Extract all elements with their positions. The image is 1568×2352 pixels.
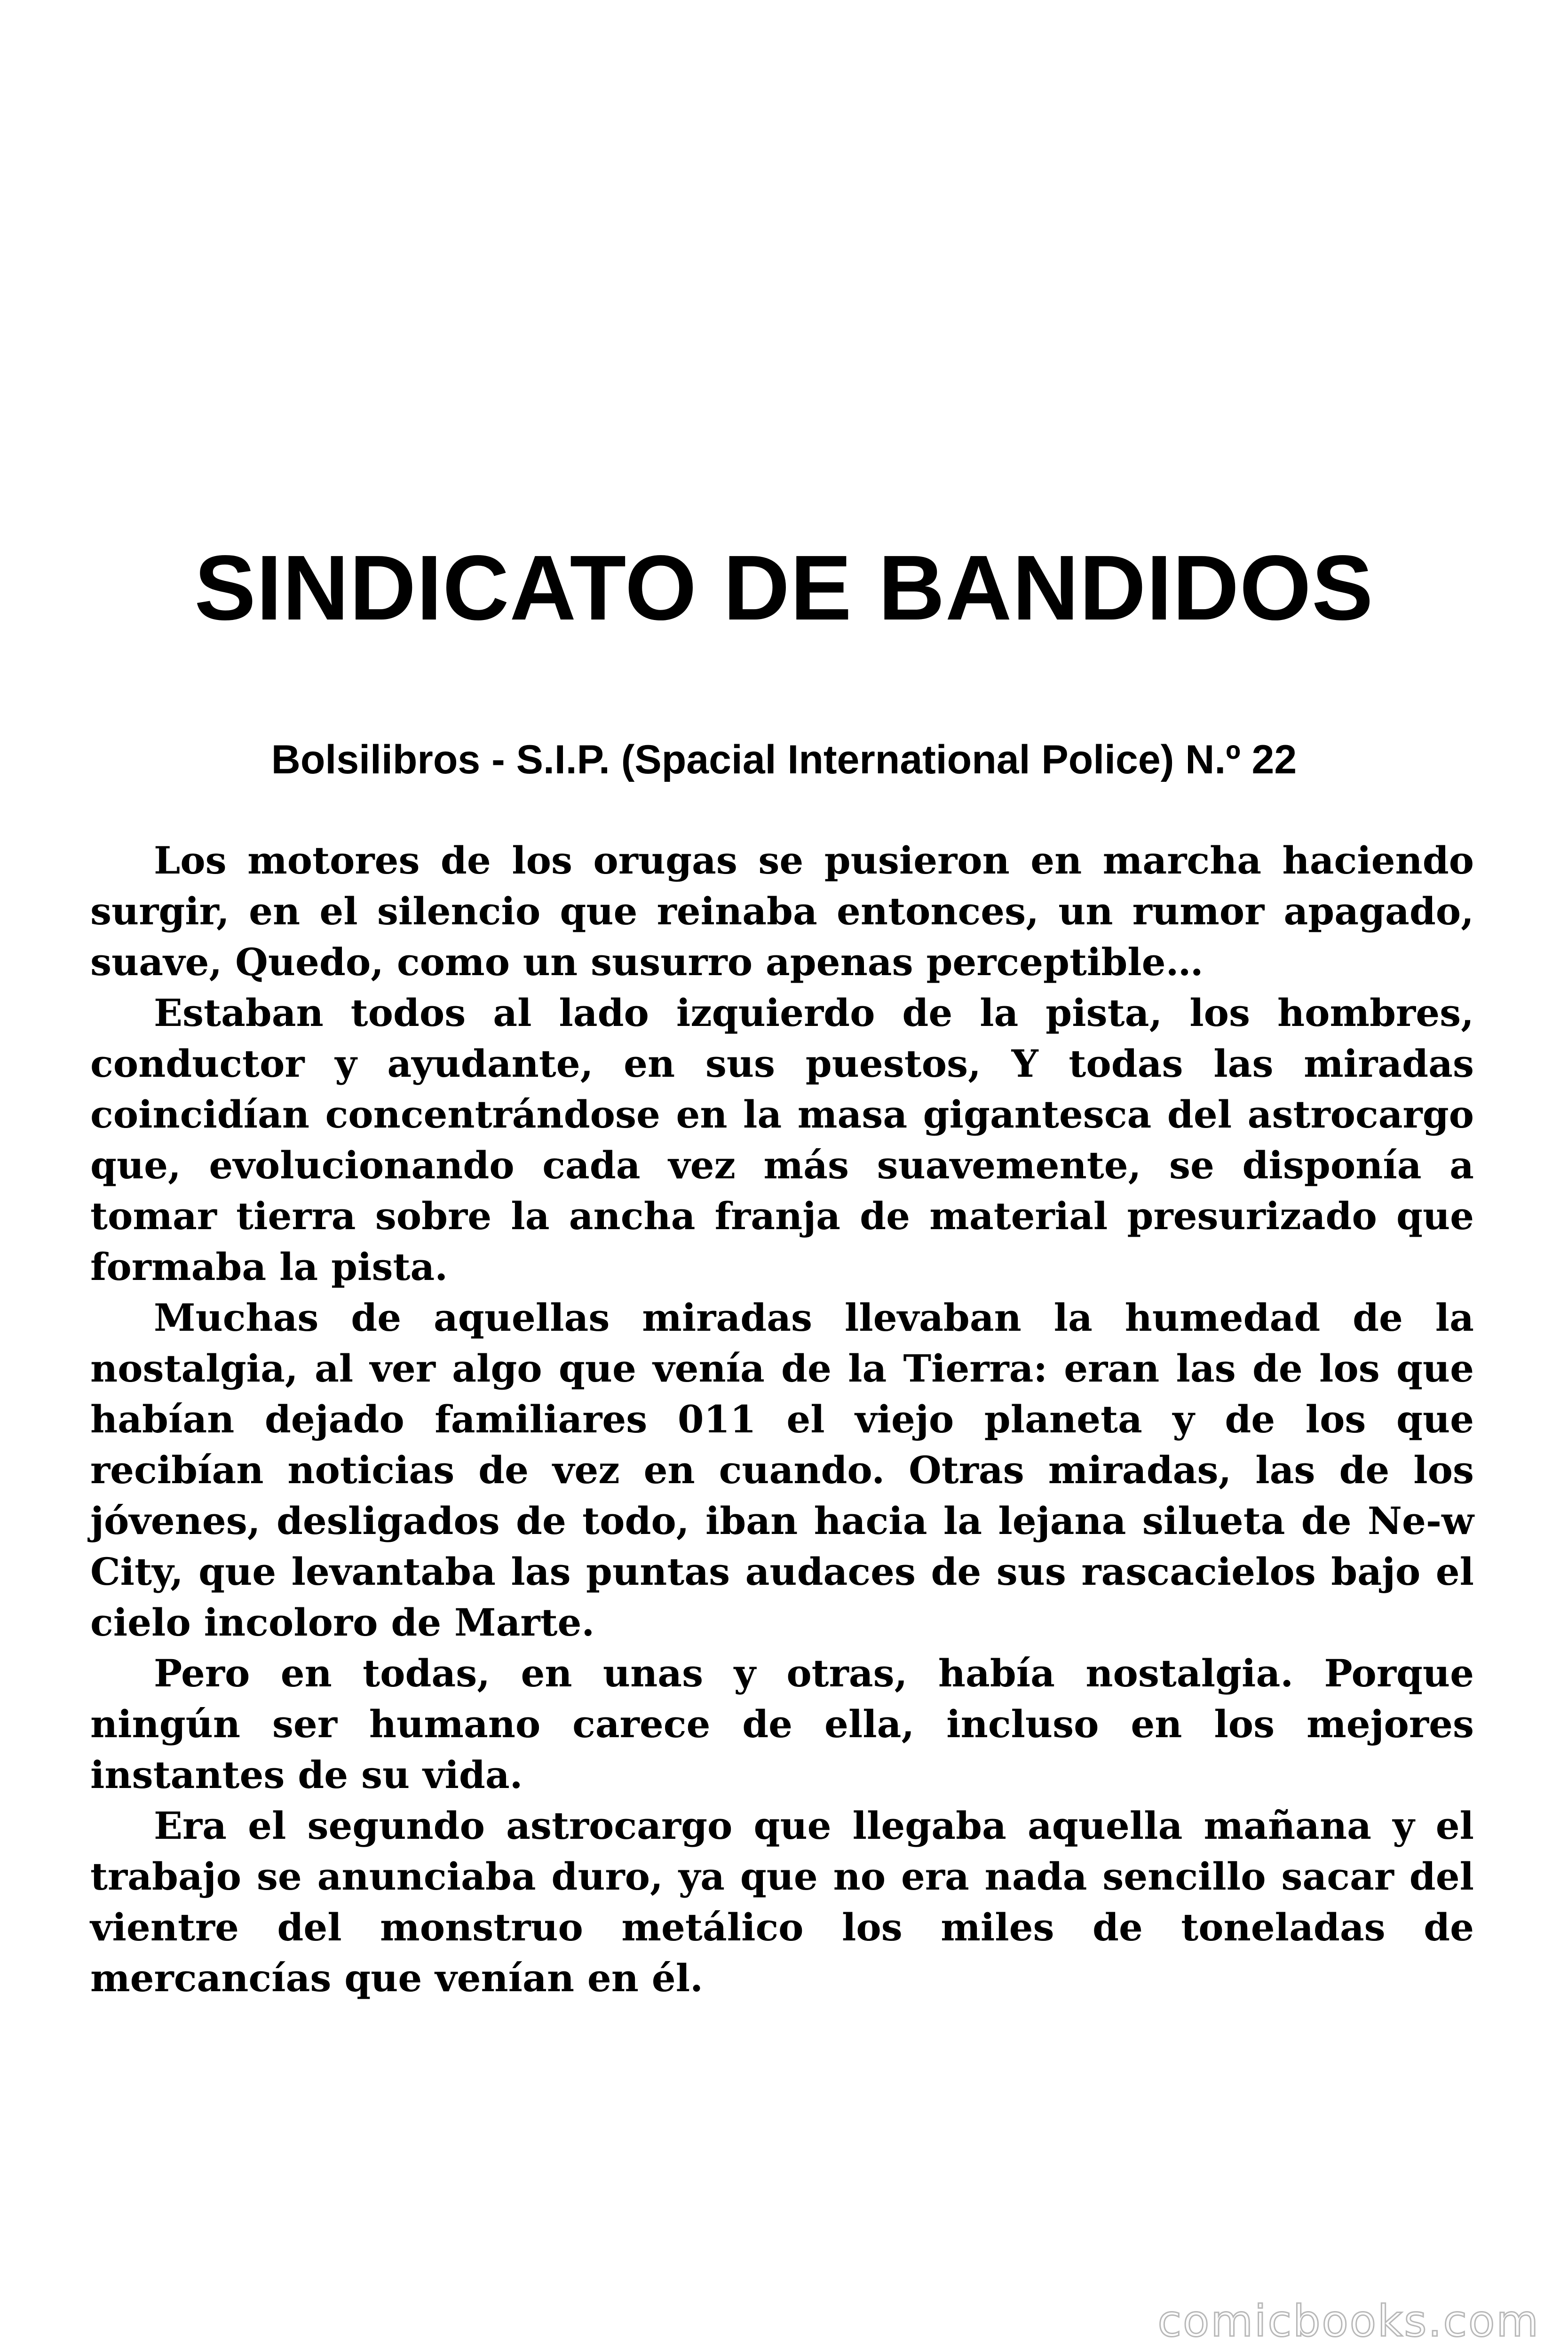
document-title: SINDICATO DE BANDIDOS	[194, 536, 1374, 639]
paragraph: Muchas de aquellas miradas llevaban la humedad de la nostalgia, al ver algo que venía de la Tierra: eran las de los que habían dejado familiares 011 el viejo planeta y de los que recibían noticias de vez en cuando. Otras miradas, las de los jóvenes, desligados de todo, iban hacia la lejana silueta de Ne-w City, que levantaba las puntas audaces de sus rascacielos bajo el cielo incoloro de Marte.	[90, 1295, 1474, 1645]
body-text	[90, 835, 1474, 2003]
paragraph: Los motores de los orugas se pusieron en marcha haciendo surgir, en el silencio que reinaba entonces, un rumor apagado, suave, Quedo, como un susurro apenas perceptible…	[90, 838, 1474, 984]
paragraph: Estaban todos al lado izquierdo de la pista, los hombres, conductor y ayudante, en sus puestos, Y todas las miradas coincidían concentrándose en la masa gigantesca del astrocargo que, evolucionando cada vez más suavemente, se disponía a tomar tierra sobre la ancha franja de material presurizado que formaba la pista.	[90, 991, 1474, 1289]
document-subtitle: Bolsilibros - S.I.P. (Spacial International Police) N.º 22	[271, 737, 1297, 782]
paragraph: Era el segundo astrocargo que llegaba aquella mañana y el trabajo se anunciaba duro, ya que no era nada sencillo sacar del vientre del monstruo metálico los miles de toneladas de mercancías que venían en él.	[90, 1804, 1474, 2000]
paragraph: Pero en todas, en unas y otras, había nostalgia. Porque ningún ser humano carece de ella, incluso en los mejores instantes de su vida.	[90, 1651, 1474, 1797]
watermark: comicbooks.com	[1157, 2296, 1540, 2346]
